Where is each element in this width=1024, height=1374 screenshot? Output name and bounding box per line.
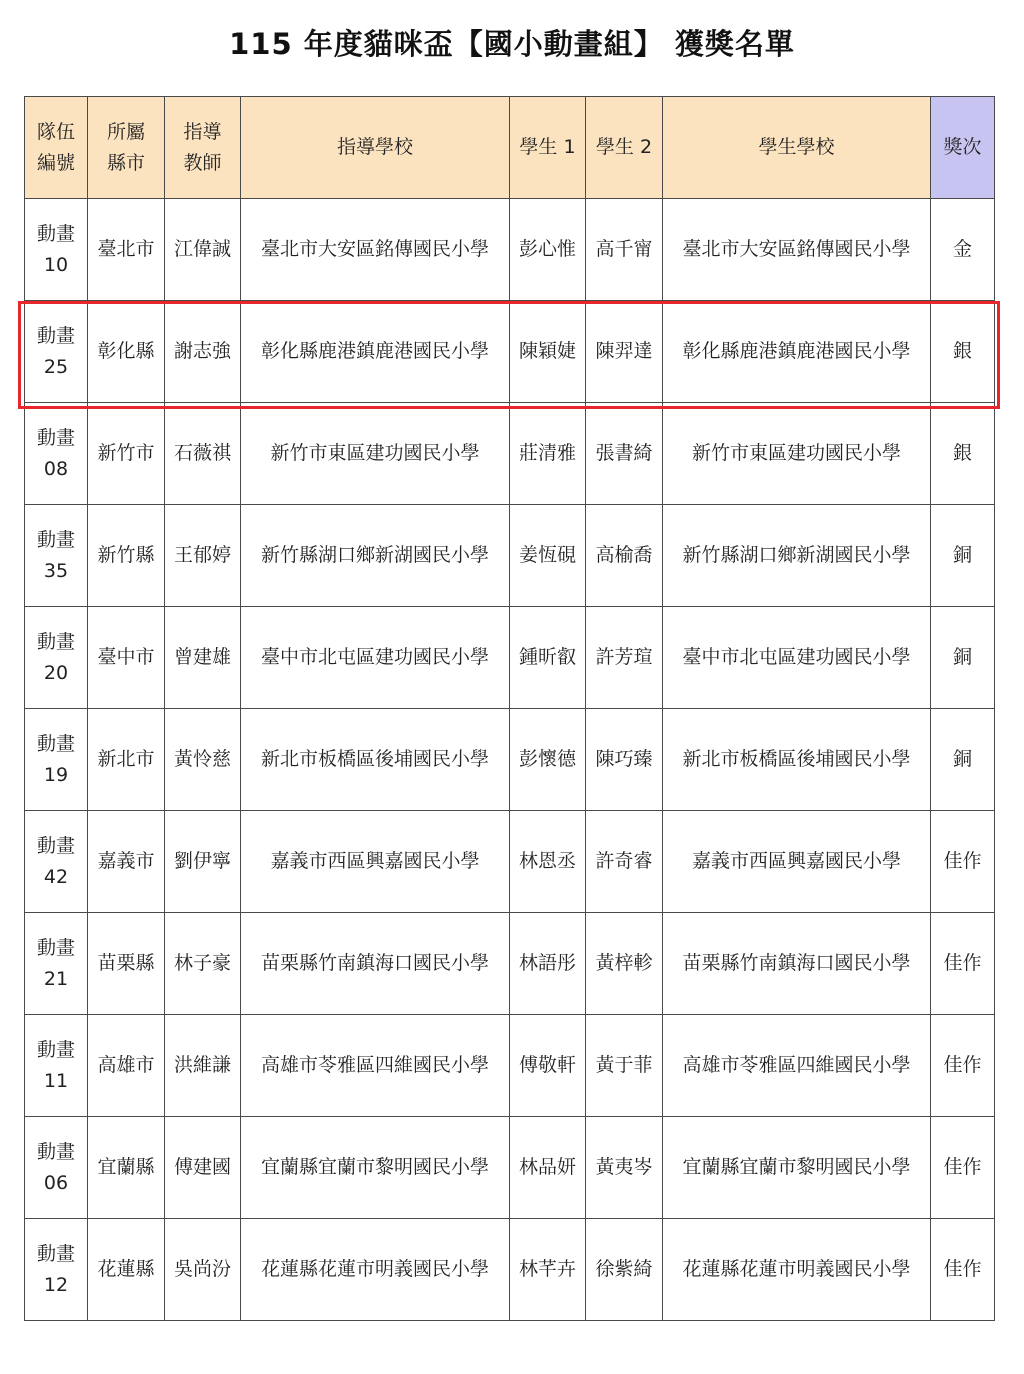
guide-school-cell: 新竹縣湖口鄉新湖國民小學 bbox=[241, 505, 510, 607]
team-id-cell bbox=[25, 811, 88, 913]
student1-cell: 姜恆硯 bbox=[510, 505, 586, 607]
student1-cell: 林語彤 bbox=[510, 913, 586, 1015]
county-cell: 宜蘭縣 bbox=[88, 1117, 165, 1219]
guide-school-cell: 苗栗縣竹南鎮海口國民小學 bbox=[241, 913, 510, 1015]
student1-cell: 林品妍 bbox=[510, 1117, 586, 1219]
student1-cell: 林恩丞 bbox=[510, 811, 586, 913]
team-label: 動畫 bbox=[36, 529, 75, 552]
header-award: 獎次 bbox=[931, 97, 995, 199]
team-label: 動畫 bbox=[36, 835, 75, 858]
guide-school-cell: 嘉義市西區興嘉國民小學 bbox=[241, 811, 510, 913]
page-title: 115 年度貓咪盃【國小動畫組】 獲獎名單 bbox=[229, 27, 795, 61]
header-student-school: 學生學校 bbox=[663, 97, 931, 199]
county-cell: 嘉義市 bbox=[88, 811, 165, 913]
team-label: 動畫 bbox=[36, 427, 75, 450]
table-row bbox=[25, 1015, 995, 1117]
team-number: 25 bbox=[43, 355, 69, 378]
student-school-cell: 花蓮縣花蓮市明義國民小學 bbox=[663, 1219, 931, 1321]
student2-cell: 許芳瑄 bbox=[586, 607, 663, 709]
team-number: 12 bbox=[43, 1273, 69, 1296]
table-row bbox=[25, 811, 995, 913]
county-cell: 新竹縣 bbox=[88, 505, 165, 607]
team-id-cell bbox=[25, 505, 88, 607]
team-number: 19 bbox=[43, 763, 69, 786]
teacher-cell: 吳尚汾 bbox=[165, 1219, 241, 1321]
header-county bbox=[88, 97, 165, 199]
team-label: 動畫 bbox=[36, 733, 75, 756]
team-number: 06 bbox=[43, 1171, 69, 1194]
header-guide-school: 指導學校 bbox=[241, 97, 510, 199]
team-label: 動畫 bbox=[36, 1141, 75, 1164]
student1-cell: 莊清雅 bbox=[510, 403, 586, 505]
county-cell: 彰化縣 bbox=[88, 301, 165, 403]
team-id-cell bbox=[25, 403, 88, 505]
student2-cell: 高千甯 bbox=[586, 199, 663, 301]
county-cell: 苗栗縣 bbox=[88, 913, 165, 1015]
teacher-cell: 黃怜慈 bbox=[165, 709, 241, 811]
header-teacher-line2: 教師 bbox=[183, 151, 222, 174]
team-label: 動畫 bbox=[36, 631, 75, 654]
team-label: 動畫 bbox=[36, 325, 75, 348]
student-school-cell: 嘉義市西區興嘉國民小學 bbox=[663, 811, 931, 913]
teacher-cell: 林子豪 bbox=[165, 913, 241, 1015]
guide-school-cell: 宜蘭縣宜蘭市黎明國民小學 bbox=[241, 1117, 510, 1219]
student1-cell: 林芊卉 bbox=[510, 1219, 586, 1321]
award-cell: 銀 bbox=[931, 301, 995, 403]
team-id-cell bbox=[25, 607, 88, 709]
table-row bbox=[25, 403, 995, 505]
student-school-cell: 新竹縣湖口鄉新湖國民小學 bbox=[663, 505, 931, 607]
award-cell: 銅 bbox=[931, 607, 995, 709]
teacher-cell: 洪維謙 bbox=[165, 1015, 241, 1117]
guide-school-cell: 新北市板橋區後埔國民小學 bbox=[241, 709, 510, 811]
table-row bbox=[25, 505, 995, 607]
teacher-cell: 曾建雄 bbox=[165, 607, 241, 709]
table-row bbox=[25, 913, 995, 1015]
student-school-cell: 臺中市北屯區建功國民小學 bbox=[663, 607, 931, 709]
table-body bbox=[25, 199, 995, 1321]
table-row bbox=[25, 1219, 995, 1321]
award-cell: 金 bbox=[931, 199, 995, 301]
header-student2: 學生 2 bbox=[586, 97, 663, 199]
county-cell: 新竹市 bbox=[88, 403, 165, 505]
student2-cell: 陳羿達 bbox=[586, 301, 663, 403]
student-school-cell: 臺北市大安區銘傳國民小學 bbox=[663, 199, 931, 301]
student-school-cell: 彰化縣鹿港鎮鹿港國民小學 bbox=[663, 301, 931, 403]
team-number: 11 bbox=[43, 1069, 69, 1092]
header-team-id-line1: 隊伍 bbox=[36, 121, 75, 144]
team-label: 動畫 bbox=[36, 1243, 75, 1266]
guide-school-cell: 新竹市東區建功國民小學 bbox=[241, 403, 510, 505]
team-number: 08 bbox=[43, 457, 69, 480]
team-label: 動畫 bbox=[36, 1039, 75, 1062]
student1-cell: 鍾昕叡 bbox=[510, 607, 586, 709]
teacher-cell: 傅建國 bbox=[165, 1117, 241, 1219]
guide-school-cell: 高雄市苓雅區四維國民小學 bbox=[241, 1015, 510, 1117]
team-number: 10 bbox=[43, 253, 69, 276]
student2-cell: 張書綺 bbox=[586, 403, 663, 505]
teacher-cell: 江偉誠 bbox=[165, 199, 241, 301]
header-team-id bbox=[25, 97, 88, 199]
guide-school-cell: 花蓮縣花蓮市明義國民小學 bbox=[241, 1219, 510, 1321]
student2-cell: 許奇睿 bbox=[586, 811, 663, 913]
team-number: 21 bbox=[43, 967, 69, 990]
student-school-cell: 新北市板橋區後埔國民小學 bbox=[663, 709, 931, 811]
table-row bbox=[25, 199, 995, 301]
header-row bbox=[25, 97, 995, 199]
student2-cell: 高榆喬 bbox=[586, 505, 663, 607]
header-county-line2: 縣市 bbox=[106, 151, 145, 174]
student2-cell: 黃夷岑 bbox=[586, 1117, 663, 1219]
header-teacher-line1: 指導 bbox=[183, 121, 222, 144]
table-row bbox=[25, 709, 995, 811]
award-table bbox=[24, 96, 995, 1321]
county-cell: 花蓮縣 bbox=[88, 1219, 165, 1321]
county-cell: 臺北市 bbox=[88, 199, 165, 301]
team-id-cell bbox=[25, 709, 88, 811]
award-cell: 銅 bbox=[931, 709, 995, 811]
student1-cell: 彭心惟 bbox=[510, 199, 586, 301]
student-school-cell: 苗栗縣竹南鎮海口國民小學 bbox=[663, 913, 931, 1015]
student2-cell: 黃梓軫 bbox=[586, 913, 663, 1015]
team-label: 動畫 bbox=[36, 937, 75, 960]
team-id-cell bbox=[25, 199, 88, 301]
teacher-cell: 劉伊寧 bbox=[165, 811, 241, 913]
table-row bbox=[25, 607, 995, 709]
header-student1: 學生 1 bbox=[510, 97, 586, 199]
student1-cell: 陳穎婕 bbox=[510, 301, 586, 403]
team-number: 20 bbox=[43, 661, 69, 684]
student1-cell: 彭懷德 bbox=[510, 709, 586, 811]
team-id-cell bbox=[25, 913, 88, 1015]
guide-school-cell: 彰化縣鹿港鎮鹿港國民小學 bbox=[241, 301, 510, 403]
award-cell: 佳作 bbox=[931, 811, 995, 913]
team-id-cell bbox=[25, 1219, 88, 1321]
county-cell: 新北市 bbox=[88, 709, 165, 811]
table-row bbox=[25, 1117, 995, 1219]
header-team-id-line2: 編號 bbox=[36, 151, 75, 174]
team-id-cell bbox=[25, 1015, 88, 1117]
student1-cell: 傅敬軒 bbox=[510, 1015, 586, 1117]
student2-cell: 黃于菲 bbox=[586, 1015, 663, 1117]
table-row bbox=[25, 301, 995, 403]
award-cell: 銅 bbox=[931, 505, 995, 607]
student2-cell: 徐紫綺 bbox=[586, 1219, 663, 1321]
award-cell: 佳作 bbox=[931, 913, 995, 1015]
student-school-cell: 新竹市東區建功國民小學 bbox=[663, 403, 931, 505]
student-school-cell: 高雄市苓雅區四維國民小學 bbox=[663, 1015, 931, 1117]
teacher-cell: 謝志強 bbox=[165, 301, 241, 403]
award-cell: 佳作 bbox=[931, 1219, 995, 1321]
guide-school-cell: 臺中市北屯區建功國民小學 bbox=[241, 607, 510, 709]
team-number: 42 bbox=[43, 865, 69, 888]
county-cell: 臺中市 bbox=[88, 607, 165, 709]
teacher-cell: 王郁婷 bbox=[165, 505, 241, 607]
county-cell: 高雄市 bbox=[88, 1015, 165, 1117]
team-id-cell bbox=[25, 301, 88, 403]
guide-school-cell: 臺北市大安區銘傳國民小學 bbox=[241, 199, 510, 301]
team-number: 35 bbox=[43, 559, 69, 582]
team-label: 動畫 bbox=[36, 223, 75, 246]
header-county-line1: 所屬 bbox=[106, 121, 145, 144]
team-id-cell bbox=[25, 1117, 88, 1219]
award-cell: 銀 bbox=[931, 403, 995, 505]
teacher-cell: 石薇祺 bbox=[165, 403, 241, 505]
award-cell: 佳作 bbox=[931, 1117, 995, 1219]
student2-cell: 陳巧臻 bbox=[586, 709, 663, 811]
award-cell: 佳作 bbox=[931, 1015, 995, 1117]
header-teacher bbox=[165, 97, 241, 199]
student-school-cell: 宜蘭縣宜蘭市黎明國民小學 bbox=[663, 1117, 931, 1219]
